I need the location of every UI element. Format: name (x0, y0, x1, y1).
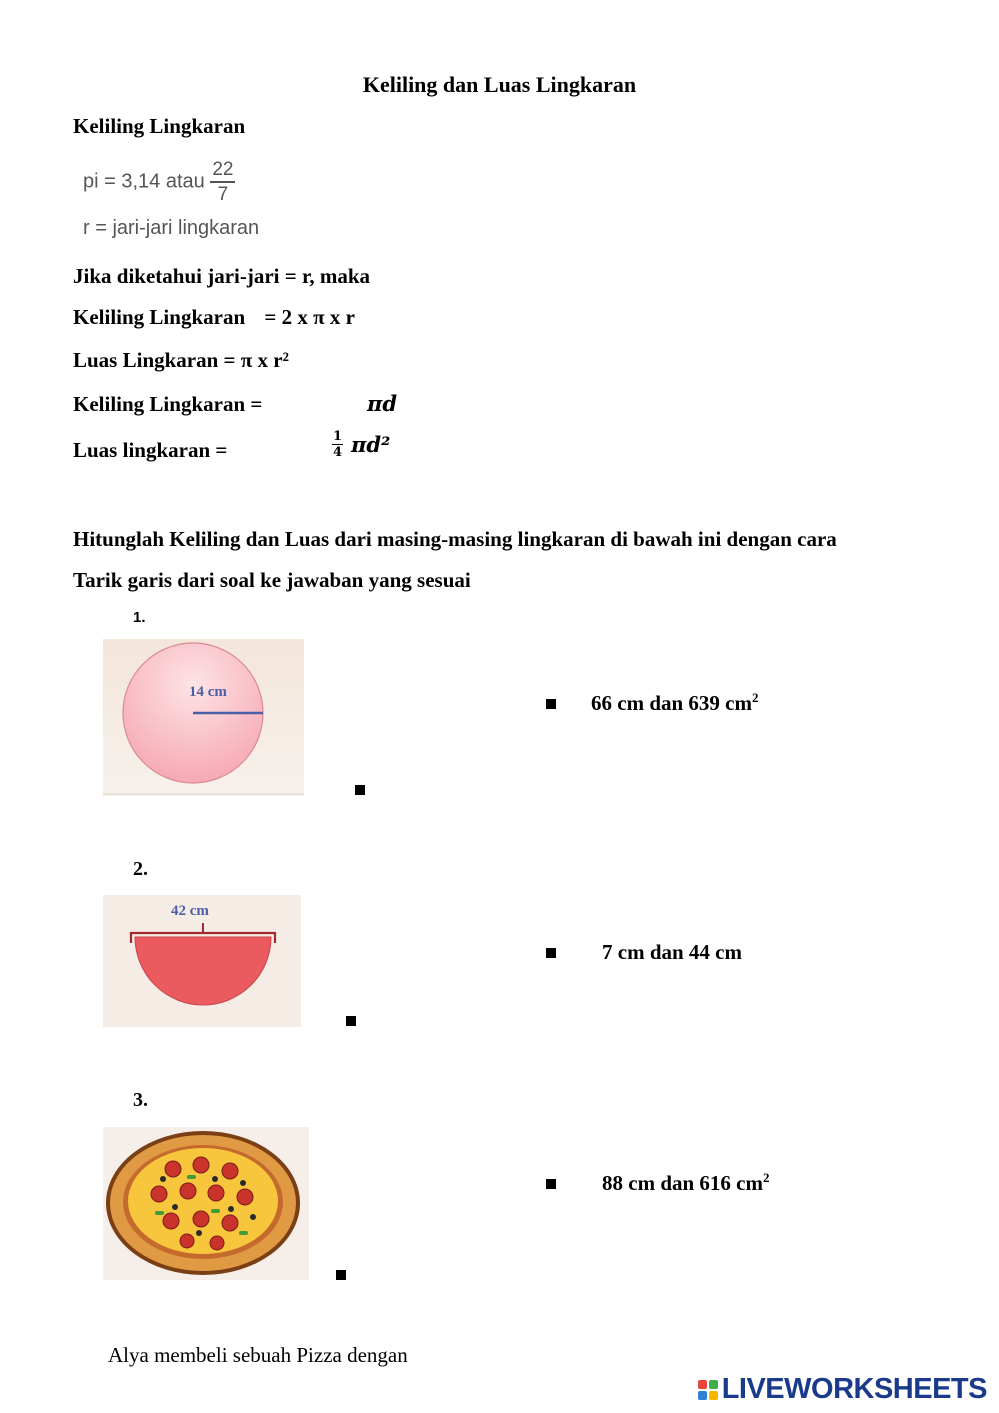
diameter-label: 42 cm (171, 903, 209, 919)
answer-3-text: 88 cm dan 616 cm (602, 1171, 763, 1195)
pi-definition (83, 160, 235, 204)
instruction-line-2: Tarik garis dari soal ke jawaban yang sesuai (73, 568, 471, 592)
pi-fraction-den: 7 (217, 184, 229, 205)
quarter-fraction (332, 430, 343, 459)
question-3-connector[interactable] (336, 1270, 346, 1280)
answer-2-text: 7 cm dan 44 cm (602, 940, 742, 964)
given-statement: Jika diketahui jari-jari = r, maka (73, 264, 371, 288)
page-title: Keliling dan Luas Lingkaran (362, 72, 637, 97)
r-definition: r = jari-jari lingkaran (83, 217, 260, 239)
answer-1-connector[interactable] (546, 699, 556, 709)
radius-label: 14 cm (189, 684, 227, 700)
section-heading: Keliling Lingkaran (73, 114, 246, 138)
keliling-r-label: Keliling Lingkaran (73, 305, 246, 329)
luas-d-formula (332, 430, 390, 459)
keliling-r-expr: = 2 x π x r (264, 305, 355, 329)
answer-1-sup: 2 (752, 690, 759, 705)
luas-d-label: Luas lingkaran = (73, 438, 228, 462)
answer-2 (602, 939, 742, 965)
footer-text: Alya membeli sebuah Pizza dengan (108, 1343, 408, 1367)
luas-r-formula: Luas Lingkaran = π x r² (73, 348, 289, 372)
pi-fraction (210, 160, 235, 204)
answer-3-sup: 2 (763, 1170, 770, 1185)
answer-1 (591, 690, 759, 716)
answer-1-text: 66 cm dan 639 cm (591, 691, 752, 715)
answer-2-connector[interactable] (546, 948, 556, 958)
logo-text: LIVEWORKSHEETS (721, 1373, 987, 1405)
keliling-d-expr: πd (367, 391, 398, 416)
question-3-number: 3. (133, 1089, 148, 1111)
luas-d-expr: πd² (351, 432, 391, 457)
keliling-d-label: Keliling Lingkaran = (73, 392, 263, 416)
pi-fraction-num: 22 (210, 160, 235, 183)
question-2-connector[interactable] (346, 1016, 356, 1026)
quarter-den: 4 (333, 445, 343, 460)
pizza-image (103, 1127, 309, 1280)
pi-prefix: pi = 3,14 atau (83, 170, 205, 193)
answer-3-connector[interactable] (546, 1179, 556, 1189)
instruction-line-1: Hitunglah Keliling dan Luas dari masing-masing lingkaran di bawah ini dengan cara (73, 527, 837, 551)
circle-radius-image (103, 639, 304, 796)
liveworksheets-logo[interactable] (698, 1373, 987, 1406)
answer-3 (602, 1170, 770, 1196)
keliling-r-formula (73, 305, 355, 330)
quarter-num: 1 (333, 429, 343, 444)
semicircle-diameter-image (103, 895, 301, 1027)
question-1-connector[interactable] (355, 785, 365, 795)
question-2-number: 2. (133, 858, 148, 880)
logo-grid-icon (698, 1380, 718, 1400)
question-1-number: 1. (133, 609, 146, 626)
